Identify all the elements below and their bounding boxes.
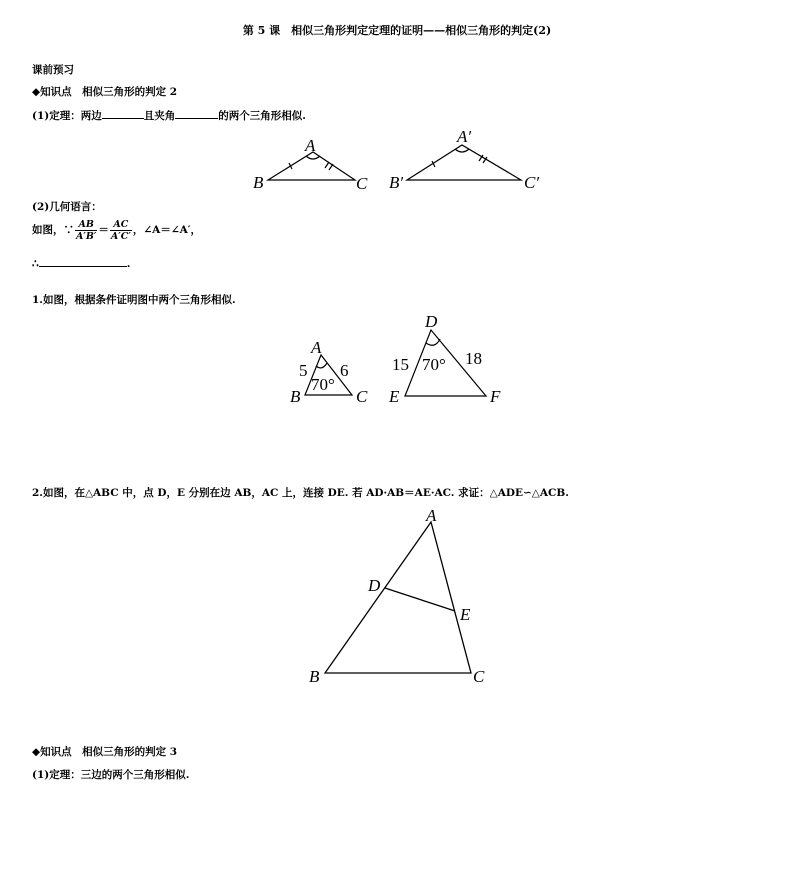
side-df-length: 18 xyxy=(465,349,482,368)
label-a: A xyxy=(305,136,316,155)
label-c: C xyxy=(356,174,368,193)
fraction-ab: $\frac{AB}{A'B'}$ xyxy=(76,218,97,242)
geo-heading: (2)几何语言： xyxy=(32,201,102,213)
equals: ＝ xyxy=(98,224,109,236)
label-c-large: C xyxy=(473,667,485,686)
angle-a-value: 70° xyxy=(311,375,335,394)
geo-prefix: 如图，∵ xyxy=(32,224,74,236)
preview-heading: 课前预习 xyxy=(32,64,74,76)
therefore-period: . xyxy=(126,258,131,270)
side-ac-length: 6 xyxy=(340,361,349,380)
theorem-mid: 且夹角 xyxy=(143,110,176,122)
label-d-large: D xyxy=(368,576,381,595)
segment-de xyxy=(385,588,455,611)
angle-d-value: 70° xyxy=(422,355,446,374)
theorem-suffix: 的两个三角形相似. xyxy=(218,110,306,122)
label-a-large: A xyxy=(426,506,437,525)
label-b-small: B xyxy=(290,387,301,406)
label-b: B xyxy=(253,173,264,192)
theorem-prefix: (1)定理：两边 xyxy=(32,110,102,122)
label-c-small: C xyxy=(356,387,368,406)
side-de-length: 15 xyxy=(392,355,409,374)
kp3-theorem: (1)定理：三边的两个三角形相似. xyxy=(32,769,190,781)
label-a-prime: A′ xyxy=(457,127,472,146)
kp3-heading: ◆知识点 相似三角形的判定 3 xyxy=(32,746,178,758)
kp2-heading: ◆知识点 相似三角形的判定 2 xyxy=(32,86,178,98)
triangle-abc-large xyxy=(325,522,471,673)
label-e-large: E xyxy=(460,605,471,624)
question-1: 1.如图，根据条件证明图中两个三角形相似. xyxy=(32,294,236,306)
side-ab-length: 5 xyxy=(299,361,308,380)
label-e: E xyxy=(389,387,400,406)
label-d: D xyxy=(425,312,438,331)
label-f: F xyxy=(490,387,501,406)
page-title: 第 5 课 相似三角形判定定理的证明——相似三角形的判定(2) xyxy=(242,24,552,37)
label-b-large: B xyxy=(309,667,320,686)
therefore-symbol: ∴ xyxy=(32,258,39,270)
label-a-small: A xyxy=(311,338,322,357)
geo-suffix: ，∠A＝∠A′， xyxy=(132,224,202,236)
fraction-ac: $\frac{AC}{A'C'}$ xyxy=(110,218,131,242)
question-2: 2.如图，在△ABC 中，点 D，E 分别在边 AB，AC 上，连接 DE. 若 AD·AB＝AE·AC. 求证：△ADE∽△ACB. xyxy=(32,487,569,499)
label-c-prime: C′ xyxy=(524,173,540,192)
label-b-prime: B′ xyxy=(389,173,404,192)
